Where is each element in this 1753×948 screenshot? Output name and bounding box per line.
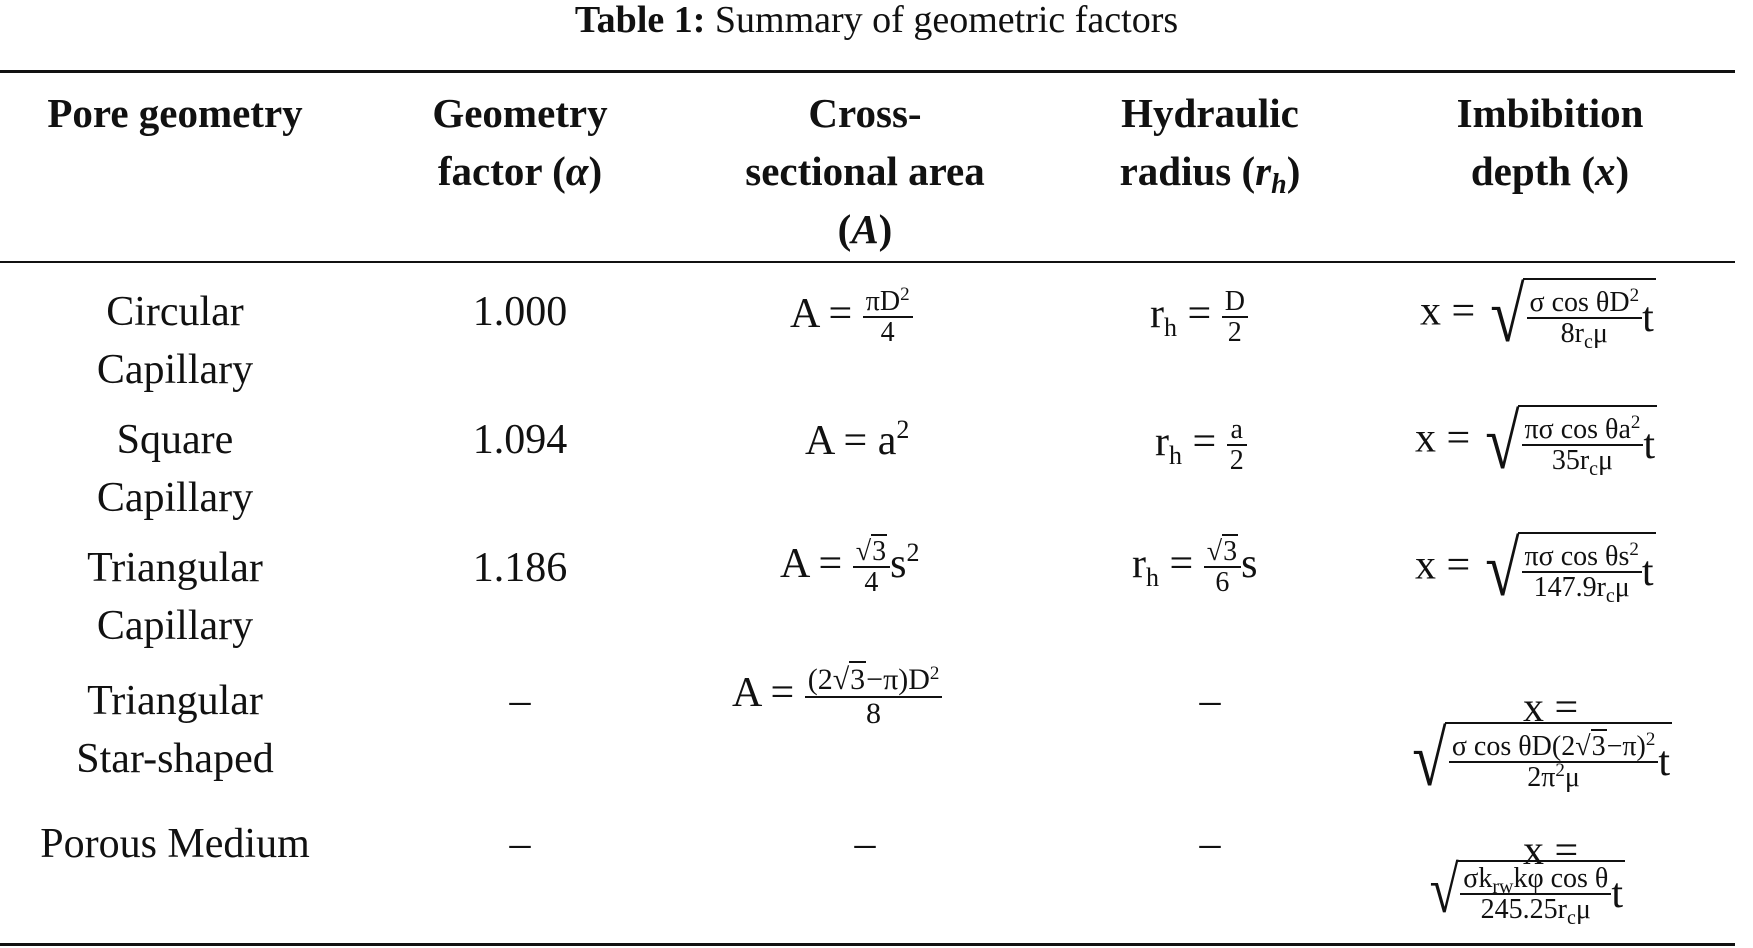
row-2-alpha: 1.094: [472, 417, 568, 463]
top-rule: [0, 70, 1735, 73]
row-3-area: A = $\frac{√3}{4}$ $s^2$: [780, 536, 920, 599]
row-1-area: A = $\frac{\pi D^2}{4}$: [790, 287, 913, 348]
row-3-hydraulic-radius: $r_h$ = $\frac{√3}{6}$ s: [1132, 536, 1258, 599]
header-hydraulic-radius: Hydraulic radius $(r_h)$: [1119, 90, 1301, 200]
row-5-area: –: [854, 821, 876, 867]
row-3-alpha: 1.186: [472, 545, 568, 591]
row-5-geometry: Porous Medium: [40, 821, 310, 867]
row-3-imbibition-depth: x = √ $\frac{\pi\sigma \cos \theta s^2}{147.9r_c\mu}$ t: [1415, 525, 1654, 612]
row-5-hydraulic-radius: –: [1199, 821, 1221, 867]
caption-text: Summary of geometric factors: [714, 0, 1179, 41]
row-1-alpha: 1.000: [472, 289, 568, 335]
row-1-geometry: Circular Capillary: [96, 289, 254, 393]
row-4-hydraulic-radius: –: [1199, 678, 1221, 724]
row-1-imbibition-depth: x = √ $\frac{\sigma \cos \theta D^2}{8r_c\mu}$ t: [1420, 271, 1654, 358]
row-1-hydraulic-radius: $r_h$ = $\frac{D}{2}$: [1150, 287, 1248, 348]
row-4-imbibition-eq: x =: [1523, 685, 1579, 731]
row-2-imbibition-depth: x = √ $\frac{\pi\sigma \cos \theta a^2}{35r_c\mu}$ t: [1415, 398, 1656, 485]
row-2-geometry: Square Capillary: [96, 417, 254, 521]
header-imbibition-depth: Imbibition depth (x): [1456, 90, 1644, 194]
row-5-imbibition-eq: x =: [1523, 828, 1579, 874]
header-cross-sectional-area: Cross- sectional area (A): [745, 90, 985, 252]
row-4-area: A = $\frac{(2√3-\pi)D^2}{8}$: [732, 664, 942, 729]
header-pore-geometry: Pore geometry: [47, 90, 303, 136]
header-rule: [0, 261, 1735, 263]
row-5-alpha: –: [509, 821, 531, 867]
row-2-hydraulic-radius: $r_h$ = $\frac{a}{2}$: [1155, 415, 1247, 476]
row-4-imbibition-depth: √ $\frac{\sigma \cos \theta D(2√3-\pi)^2}{2\pi^2\mu}$ t: [1412, 715, 1670, 802]
caption-label: Table 1:: [574, 0, 706, 41]
row-4-geometry: Triangular Star-shaped: [76, 678, 274, 782]
header-geometry-factor: Geometry factor (α): [432, 90, 608, 194]
row-4-alpha: –: [509, 678, 531, 724]
row-3-geometry: Triangular Capillary: [87, 545, 263, 649]
table-caption: [0, 0, 1753, 40]
bottom-rule: [0, 943, 1735, 946]
row-5-imbibition-depth: √ $\frac{\sigma k_{rw}k\varphi \cos \theta}{245.25r_c\mu}$ t: [1429, 854, 1624, 930]
row-2-area: $A = a^2$: [805, 415, 910, 464]
